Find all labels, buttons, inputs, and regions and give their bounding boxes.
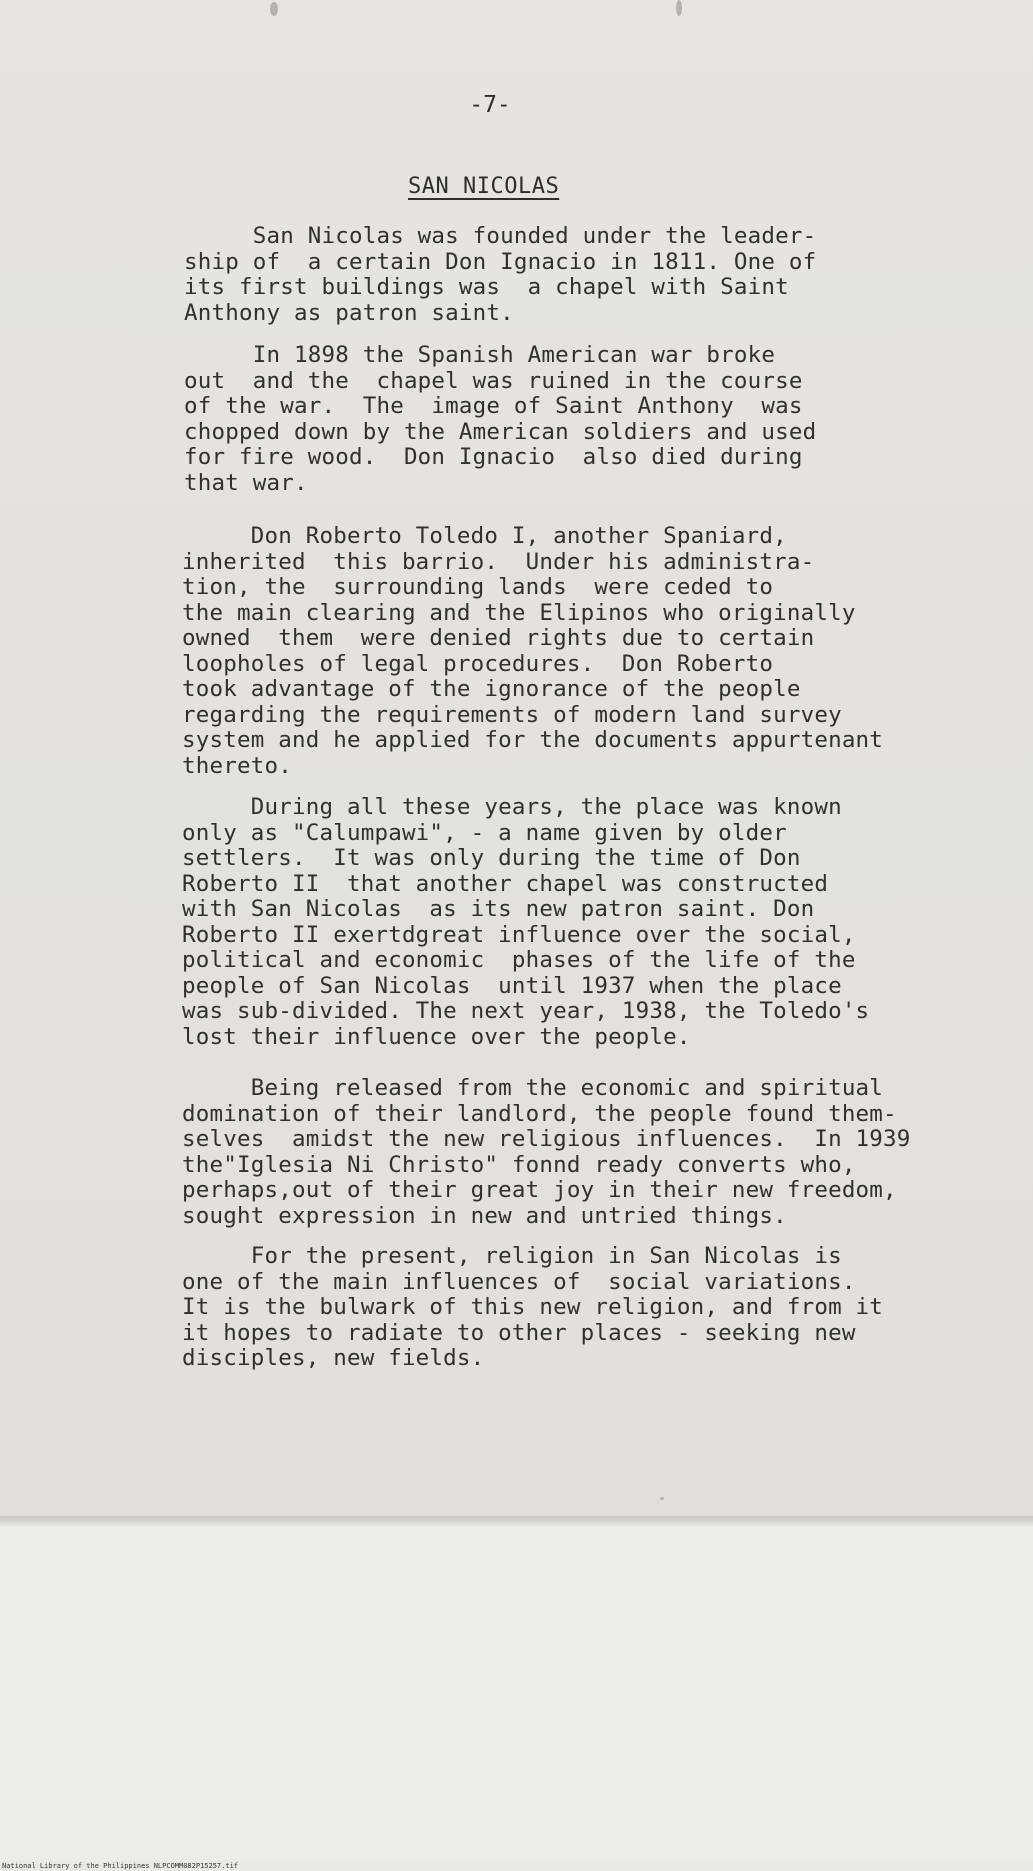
ink-dot xyxy=(660,1497,664,1500)
binding-mark xyxy=(270,2,278,16)
paragraph: Being released from the economic and spiritual domination of their landlord, the people found them- selves amidst the new religious influences. In 1939 the"Iglesia Ni Christo" fonnd ready converts who, perhaps,out of their great joy in their new freedom, sought expression in new and untried things. xyxy=(182,1075,911,1229)
page-number: -7- xyxy=(469,92,511,118)
scan-backing xyxy=(0,1528,1033,1861)
paragraph: Don Roberto Toledo I, another Spaniard, inherited this barrio. Under his administra- tion, the surrounding lands were ceded to the main clearing and the Elipinos who originally owned them were denied rights due to certain loopholes of legal procedures. Don Roberto took advantage of the ignorance of the people regarding the requirements of modern land survey system and he applied for the documents appurtenant thereto. xyxy=(182,523,884,779)
paragraph: For the present, religion in San Nicolas is one of the main influences of social variations. It is the bulwark of this new religion, and from it it hopes to radiate to other places - seeking new disciples, new fields. xyxy=(182,1243,884,1371)
page-title: SAN NICOLAS xyxy=(408,174,560,199)
paragraph: San Nicolas was founded under the leader- ship of a certain Don Ignacio in 1811. One of its first buildings was a chapel with Saint Anthony as patron saint. xyxy=(184,223,817,326)
scan-footer: National Library of the Philippines NLPCOMM082P15257.tif xyxy=(2,1862,239,1870)
page-edge xyxy=(0,1516,1033,1528)
paragraph: In 1898 the Spanish American war broke out and the chapel was ruined in the course of the war. The image of Saint Anthony was chopped down by the American soldiers and used for fire wood. Don Ignacio also died during that war. xyxy=(184,342,817,496)
paragraph: During all these years, the place was known only as "Calumpawi", - a name given by older settlers. It was only during the time of Don Roberto II that another chapel was constructed with San Nicolas as its new patron saint. Don Roberto II exertdgreat influence over the social, political and economic phases of the life of the people of San Nicolas until 1937 when the place was sub-divided. The next year, 1938, the Toledo's lost their influence over the people. xyxy=(182,794,870,1050)
binding-mark xyxy=(676,0,682,16)
